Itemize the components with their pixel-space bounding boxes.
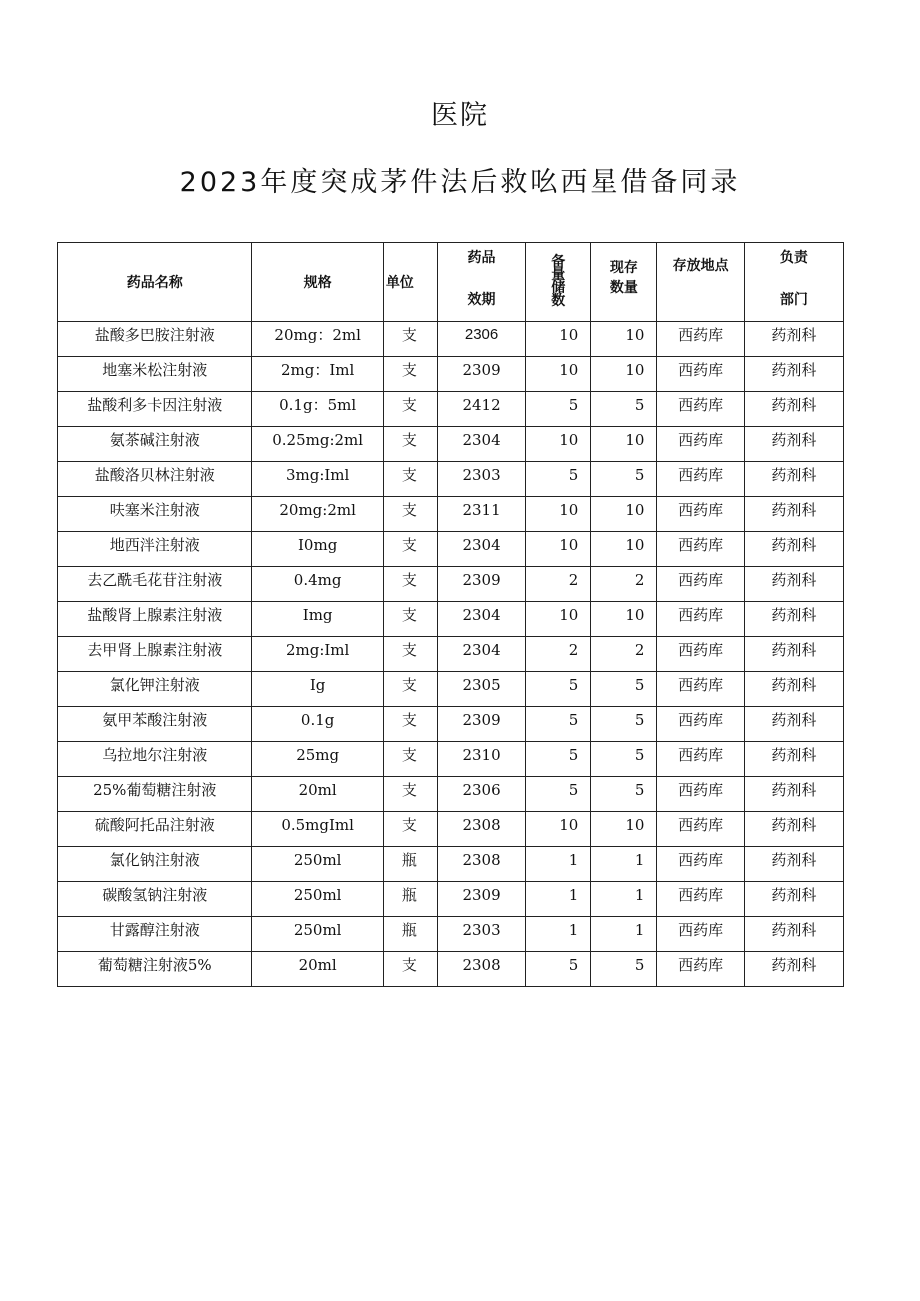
reserve-quantity-cell: 1 xyxy=(526,882,591,917)
reserve-quantity-cell: 2 xyxy=(526,637,591,672)
drug-name-cell: 盐酸洛贝林注射液 xyxy=(58,462,252,497)
department-cell: 药剂科 xyxy=(744,497,843,532)
spec-cell: 25mg xyxy=(252,742,383,777)
reserve-quantity-cell: 5 xyxy=(526,952,591,987)
spec-cell: 250ml xyxy=(252,847,383,882)
reserve-quantity-cell: 10 xyxy=(526,812,591,847)
drug-name-cell: 地西泮注射液 xyxy=(58,532,252,567)
spec-cell: 250ml xyxy=(252,917,383,952)
unit-cell: 支 xyxy=(383,952,437,987)
drug-name-cell: 乌拉地尔注射液 xyxy=(58,742,252,777)
department-cell: 药剂科 xyxy=(744,672,843,707)
department-cell: 药剂科 xyxy=(744,812,843,847)
unit-cell: 瓶 xyxy=(383,847,437,882)
spec-cell: 0.5mgIml xyxy=(252,812,383,847)
department-cell: 药剂科 xyxy=(744,322,843,357)
header-location-label: 存放地点 xyxy=(672,258,729,274)
current-quantity-cell: 5 xyxy=(591,392,657,427)
reserve-quantity-cell: 1 xyxy=(526,847,591,882)
header-expiry-line1: 药品 xyxy=(467,250,496,266)
location-cell: 西药库 xyxy=(657,707,744,742)
reserve-quantity-cell: 5 xyxy=(526,707,591,742)
location-cell: 西药库 xyxy=(657,427,744,462)
department-cell: 药剂科 xyxy=(744,882,843,917)
location-cell: 西药库 xyxy=(657,742,744,777)
header-reserve-char: 储 xyxy=(551,280,566,296)
table-body xyxy=(58,322,844,987)
expiry-cell: 2304 xyxy=(437,427,525,462)
drug-name-cell: 地塞米松注射液 xyxy=(58,357,252,392)
unit-cell: 支 xyxy=(383,392,437,427)
location-cell: 西药库 xyxy=(657,602,744,637)
department-cell: 药剂科 xyxy=(744,427,843,462)
location-cell: 西药库 xyxy=(657,637,744,672)
unit-cell: 支 xyxy=(383,427,437,462)
expiry-cell: 2308 xyxy=(437,952,525,987)
current-quantity-cell: 10 xyxy=(591,357,657,392)
table-row xyxy=(58,357,844,392)
header-current xyxy=(591,243,657,322)
header-dept-line2: 部门 xyxy=(779,292,808,308)
unit-cell: 支 xyxy=(383,532,437,567)
drug-name-cell: 甘露醇注射液 xyxy=(58,917,252,952)
drug-name-cell: 氯化钠注射液 xyxy=(58,847,252,882)
table-row xyxy=(58,462,844,497)
expiry-cell: 2308 xyxy=(437,847,525,882)
current-quantity-cell: 2 xyxy=(591,637,657,672)
unit-cell: 支 xyxy=(383,707,437,742)
table-row xyxy=(58,847,844,882)
header-dept xyxy=(744,243,843,322)
department-cell: 药剂科 xyxy=(744,602,843,637)
expiry-cell: 2412 xyxy=(437,392,525,427)
unit-cell: 支 xyxy=(383,602,437,637)
department-cell: 药剂科 xyxy=(744,637,843,672)
header-current-line2: 数量 xyxy=(609,280,638,296)
current-quantity-cell: 5 xyxy=(591,777,657,812)
expiry-cell: 2304 xyxy=(437,532,525,567)
location-cell: 西药库 xyxy=(657,392,744,427)
location-cell: 西药库 xyxy=(657,882,744,917)
drug-name-cell: 盐酸利多卡因注射液 xyxy=(58,392,252,427)
table-row xyxy=(58,532,844,567)
reserve-quantity-cell: 10 xyxy=(526,427,591,462)
department-cell: 药剂科 xyxy=(744,917,843,952)
spec-cell: 0.1g xyxy=(252,707,383,742)
reserve-quantity-cell: 5 xyxy=(526,742,591,777)
reserve-quantity-cell: 10 xyxy=(526,322,591,357)
expiry-cell: 2309 xyxy=(437,882,525,917)
current-quantity-cell: 1 xyxy=(591,917,657,952)
reserve-quantity-cell: 5 xyxy=(526,462,591,497)
current-quantity-cell: 1 xyxy=(591,847,657,882)
unit-cell: 支 xyxy=(383,567,437,602)
header-spec: 规格 xyxy=(252,243,383,322)
location-cell: 西药库 xyxy=(657,952,744,987)
spec-cell: 0.1g：5ml xyxy=(252,392,383,427)
unit-cell: 支 xyxy=(383,637,437,672)
spec-cell: I0mg xyxy=(252,532,383,567)
drug-name-cell: 呋塞米注射液 xyxy=(58,497,252,532)
expiry-cell: 2309 xyxy=(437,357,525,392)
department-cell: 药剂科 xyxy=(744,357,843,392)
header-expiry xyxy=(437,243,525,322)
header-expiry-line2: 效期 xyxy=(467,292,496,308)
table-row xyxy=(58,952,844,987)
drug-name-cell: 去甲肾上腺素注射液 xyxy=(58,637,252,672)
table-row xyxy=(58,777,844,812)
header-reserve-char: 量 xyxy=(551,267,566,283)
drug-name-cell: 碳酸氢钠注射液 xyxy=(58,882,252,917)
table-row xyxy=(58,917,844,952)
table-row xyxy=(58,497,844,532)
spec-cell: 20mg:2ml xyxy=(252,497,383,532)
unit-cell: 支 xyxy=(383,777,437,812)
table-row xyxy=(58,882,844,917)
expiry-cell: 2304 xyxy=(437,637,525,672)
location-cell: 西药库 xyxy=(657,567,744,602)
expiry-cell: 2303 xyxy=(437,462,525,497)
location-cell: 西药库 xyxy=(657,917,744,952)
location-cell: 西药库 xyxy=(657,462,744,497)
table-row xyxy=(58,322,844,357)
drug-name-cell: 盐酸肾上腺素注射液 xyxy=(58,602,252,637)
table-row xyxy=(58,812,844,847)
table-row xyxy=(58,637,844,672)
drug-name-cell: 氯化钾注射液 xyxy=(58,672,252,707)
reserve-quantity-cell: 10 xyxy=(526,532,591,567)
department-cell: 药剂科 xyxy=(744,392,843,427)
location-cell: 西药库 xyxy=(657,497,744,532)
current-quantity-cell: 5 xyxy=(591,672,657,707)
current-quantity-cell: 10 xyxy=(591,322,657,357)
table-row xyxy=(58,602,844,637)
reserve-quantity-cell: 5 xyxy=(526,672,591,707)
current-quantity-cell: 5 xyxy=(591,462,657,497)
unit-cell: 瓶 xyxy=(383,917,437,952)
header-drug-name: 药品名称 xyxy=(58,243,252,322)
spec-cell: 20ml xyxy=(252,777,383,812)
current-quantity-cell: 5 xyxy=(591,952,657,987)
department-cell: 药剂科 xyxy=(744,742,843,777)
header-reserve-char: 数 xyxy=(551,293,566,309)
department-cell: 药剂科 xyxy=(744,707,843,742)
unit-cell: 支 xyxy=(383,742,437,777)
current-quantity-cell: 2 xyxy=(591,567,657,602)
drug-name-cell: 去乙酰毛花苷注射液 xyxy=(58,567,252,602)
drug-name-cell: 葡萄糖注射液5% xyxy=(58,952,252,987)
location-cell: 西药库 xyxy=(657,847,744,882)
unit-cell: 支 xyxy=(383,812,437,847)
reserve-quantity-cell: 1 xyxy=(526,917,591,952)
drug-name-cell: 硫酸阿托品注射液 xyxy=(58,812,252,847)
current-quantity-cell: 10 xyxy=(591,532,657,567)
header-reserve xyxy=(526,243,591,322)
department-cell: 药剂科 xyxy=(744,462,843,497)
current-quantity-cell: 10 xyxy=(591,602,657,637)
header-location xyxy=(657,243,744,322)
department-cell: 药剂科 xyxy=(744,532,843,567)
current-quantity-cell: 1 xyxy=(591,882,657,917)
expiry-cell: 2303 xyxy=(437,917,525,952)
expiry-cell: 2309 xyxy=(437,707,525,742)
table-row xyxy=(58,742,844,777)
expiry-cell: 2306 xyxy=(437,777,525,812)
drug-name-cell: 氨茶碱注射液 xyxy=(58,427,252,462)
expiry-cell: 2309 xyxy=(437,567,525,602)
reserve-quantity-cell: 5 xyxy=(526,777,591,812)
header-unit: 单位 xyxy=(383,243,437,322)
header-current-line1: 现存 xyxy=(609,260,638,276)
table-row xyxy=(58,567,844,602)
table-header xyxy=(58,243,844,322)
expiry-cell: 2308 xyxy=(437,812,525,847)
drug-name-cell: 25%葡萄糖注射液 xyxy=(58,777,252,812)
spec-cell: 0.25mg:2ml xyxy=(252,427,383,462)
expiry-cell: 2310 xyxy=(437,742,525,777)
drug-reserve-table xyxy=(57,242,844,987)
header-reserve-char: 备 xyxy=(551,254,566,270)
location-cell: 西药库 xyxy=(657,357,744,392)
current-quantity-cell: 10 xyxy=(591,812,657,847)
spec-cell: 0.4mg xyxy=(252,567,383,602)
current-quantity-cell: 5 xyxy=(591,707,657,742)
location-cell: 西药库 xyxy=(657,532,744,567)
current-quantity-cell: 5 xyxy=(591,742,657,777)
table-row xyxy=(58,707,844,742)
reserve-quantity-cell: 10 xyxy=(526,357,591,392)
drug-name-cell: 盐酸多巴胺注射液 xyxy=(58,322,252,357)
expiry-cell: 2304 xyxy=(437,602,525,637)
location-cell: 西药库 xyxy=(657,322,744,357)
current-quantity-cell: 10 xyxy=(591,427,657,462)
department-cell: 药剂科 xyxy=(744,567,843,602)
expiry-cell: 2311 xyxy=(437,497,525,532)
reserve-quantity-cell: 2 xyxy=(526,567,591,602)
spec-cell: 2mg:Iml xyxy=(252,637,383,672)
table-row xyxy=(58,672,844,707)
hospital-title: 医院 xyxy=(431,100,489,131)
expiry-cell: 2306 xyxy=(437,322,525,357)
spec-cell: 250ml xyxy=(252,882,383,917)
department-cell: 药剂科 xyxy=(744,952,843,987)
spec-cell: 20ml xyxy=(252,952,383,987)
spec-cell: Img xyxy=(252,602,383,637)
spec-cell: 20mg：2ml xyxy=(252,322,383,357)
spec-cell: 2mg：Iml xyxy=(252,357,383,392)
spec-cell: 3mg:Iml xyxy=(252,462,383,497)
current-quantity-cell: 10 xyxy=(591,497,657,532)
drug-name-cell: 氨甲苯酸注射液 xyxy=(58,707,252,742)
reserve-quantity-cell: 10 xyxy=(526,602,591,637)
header-row xyxy=(58,243,844,322)
unit-cell: 支 xyxy=(383,672,437,707)
reserve-quantity-cell: 10 xyxy=(526,497,591,532)
unit-cell: 瓶 xyxy=(383,882,437,917)
department-cell: 药剂科 xyxy=(744,847,843,882)
location-cell: 西药库 xyxy=(657,672,744,707)
unit-cell: 支 xyxy=(383,322,437,357)
location-cell: 西药库 xyxy=(657,812,744,847)
department-cell: 药剂科 xyxy=(744,777,843,812)
spec-cell: Ig xyxy=(252,672,383,707)
table-row xyxy=(58,392,844,427)
unit-cell: 支 xyxy=(383,497,437,532)
document-title: 2023年度突成茅件法后救吆西星借备同录 xyxy=(179,167,741,198)
reserve-quantity-cell: 5 xyxy=(526,392,591,427)
unit-cell: 支 xyxy=(383,357,437,392)
unit-cell: 支 xyxy=(383,462,437,497)
expiry-cell: 2305 xyxy=(437,672,525,707)
table-row xyxy=(58,427,844,462)
header-dept-line1: 负责 xyxy=(779,250,808,266)
location-cell: 西药库 xyxy=(657,777,744,812)
